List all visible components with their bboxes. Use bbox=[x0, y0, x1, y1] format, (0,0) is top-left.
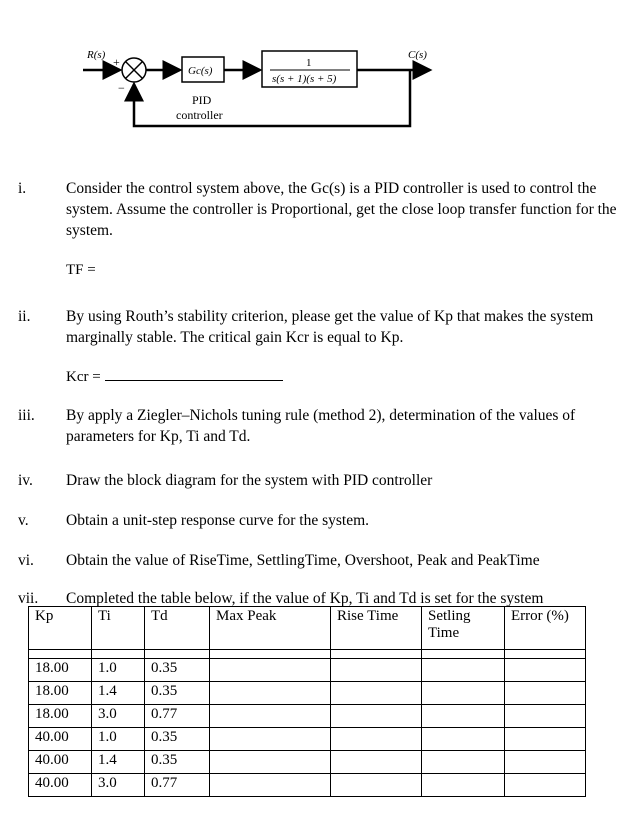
question-number: iv. bbox=[18, 472, 33, 489]
summing-junction bbox=[122, 58, 146, 82]
ti-cell: 1.4 bbox=[92, 751, 145, 774]
settling-time-cell[interactable] bbox=[422, 682, 505, 705]
error-cell[interactable] bbox=[505, 659, 586, 682]
controller-label: Gc(s) bbox=[188, 65, 213, 77]
question-text: By apply a Ziegler–Nichols tuning rule (method 2), determination of the values of parameters for Kp, Ti and Td. bbox=[66, 407, 576, 445]
error-cell[interactable] bbox=[505, 774, 586, 797]
tf-answer-label: TF = bbox=[66, 262, 96, 278]
kp-cell: 18.00 bbox=[29, 682, 92, 705]
ti-cell: 3.0 bbox=[92, 774, 145, 797]
td-cell: 0.77 bbox=[145, 774, 210, 797]
error-cell[interactable] bbox=[505, 751, 586, 774]
settling-time-cell[interactable] bbox=[422, 774, 505, 797]
td-cell: 0.77 bbox=[145, 705, 210, 728]
rise-time-cell[interactable] bbox=[331, 705, 422, 728]
table-row bbox=[29, 659, 586, 682]
td-cell: 0.35 bbox=[145, 682, 210, 705]
ti-cell: 1.4 bbox=[92, 682, 145, 705]
kp-cell: 18.00 bbox=[29, 659, 92, 682]
kcr-answer-label: Kcr = bbox=[66, 369, 101, 385]
kp-cell: 18.00 bbox=[29, 705, 92, 728]
output-label: C(s) bbox=[408, 49, 427, 61]
question-text: Draw the block diagram for the system with PID controller bbox=[66, 472, 433, 489]
error-cell[interactable] bbox=[505, 728, 586, 751]
ti-cell: 3.0 bbox=[92, 705, 145, 728]
column-header: Ti bbox=[92, 607, 145, 650]
question-text: Consider the control system above, the Gc(s) is a PID controller is used to control the system. Assume the controller is Proportional, get the close loop transfer function for the system. bbox=[66, 180, 617, 239]
question-text: Obtain the value of RiseTime, SettlingTime, Overshoot, Peak and PeakTime bbox=[66, 552, 540, 569]
table-row bbox=[29, 682, 586, 705]
rise-time-cell[interactable] bbox=[331, 728, 422, 751]
error-cell[interactable] bbox=[505, 705, 586, 728]
settling-time-cell[interactable] bbox=[422, 659, 505, 682]
error-cell[interactable] bbox=[505, 682, 586, 705]
kcr-answer bbox=[66, 368, 283, 386]
input-label: R(s) bbox=[87, 49, 106, 61]
rise-time-cell[interactable] bbox=[331, 659, 422, 682]
td-cell: 0.35 bbox=[145, 728, 210, 751]
table-row bbox=[29, 751, 586, 774]
max-peak-cell[interactable] bbox=[210, 751, 331, 774]
question-number: v. bbox=[18, 512, 29, 529]
max-peak-cell[interactable] bbox=[210, 728, 331, 751]
settling-time-cell[interactable] bbox=[422, 728, 505, 751]
block-diagram bbox=[0, 0, 637, 135]
table-spacer-row bbox=[29, 650, 586, 659]
question-number: i. bbox=[18, 180, 27, 197]
kp-cell: 40.00 bbox=[29, 751, 92, 774]
column-header: Td bbox=[145, 607, 210, 650]
controller-caption: controller bbox=[176, 108, 223, 122]
ti-cell: 1.0 bbox=[92, 728, 145, 751]
answer-blank-line bbox=[105, 368, 283, 381]
minus-sign: − bbox=[118, 81, 125, 95]
column-header: Kp bbox=[29, 607, 92, 650]
question-number: iii. bbox=[18, 407, 35, 424]
plant-numerator: 1 bbox=[306, 57, 312, 69]
max-peak-cell[interactable] bbox=[210, 774, 331, 797]
ti-cell: 1.0 bbox=[92, 659, 145, 682]
kp-cell: 40.00 bbox=[29, 728, 92, 751]
question-text: Obtain a unit-step response curve for the system. bbox=[66, 512, 370, 529]
table-row bbox=[29, 728, 586, 751]
question-number: ii. bbox=[18, 308, 31, 325]
question-number: vii. bbox=[18, 590, 39, 607]
column-header: Setling Time bbox=[422, 607, 505, 650]
max-peak-cell[interactable] bbox=[210, 682, 331, 705]
max-peak-cell[interactable] bbox=[210, 659, 331, 682]
controller-caption: PID bbox=[192, 93, 212, 107]
settling-time-cell[interactable] bbox=[422, 705, 505, 728]
column-header: Rise Time bbox=[331, 607, 422, 650]
column-header: Max Peak bbox=[210, 607, 331, 650]
plus-sign: + bbox=[113, 55, 120, 69]
question-text: By using Routh’s stability criterion, please get the value of Kp that makes the system marginally stable. The critical gain Kcr is equal to Kp. bbox=[66, 308, 594, 346]
max-peak-cell[interactable] bbox=[210, 705, 331, 728]
td-cell: 0.35 bbox=[145, 659, 210, 682]
td-cell: 0.35 bbox=[145, 751, 210, 774]
column-header: Error (%) bbox=[505, 607, 586, 650]
rise-time-cell[interactable] bbox=[331, 774, 422, 797]
question-text: Completed the table below, if the value of Kp, Ti and Td is set for the system bbox=[66, 590, 544, 607]
table-row bbox=[29, 774, 586, 797]
rise-time-cell[interactable] bbox=[331, 751, 422, 774]
kp-cell: 40.00 bbox=[29, 774, 92, 797]
results-table bbox=[28, 606, 586, 797]
question-number: vi. bbox=[18, 552, 34, 569]
settling-time-cell[interactable] bbox=[422, 751, 505, 774]
table-row bbox=[29, 705, 586, 728]
plant-denominator: s(s + 1)(s + 5) bbox=[272, 73, 337, 85]
rise-time-cell[interactable] bbox=[331, 682, 422, 705]
table-header-row bbox=[29, 607, 586, 650]
